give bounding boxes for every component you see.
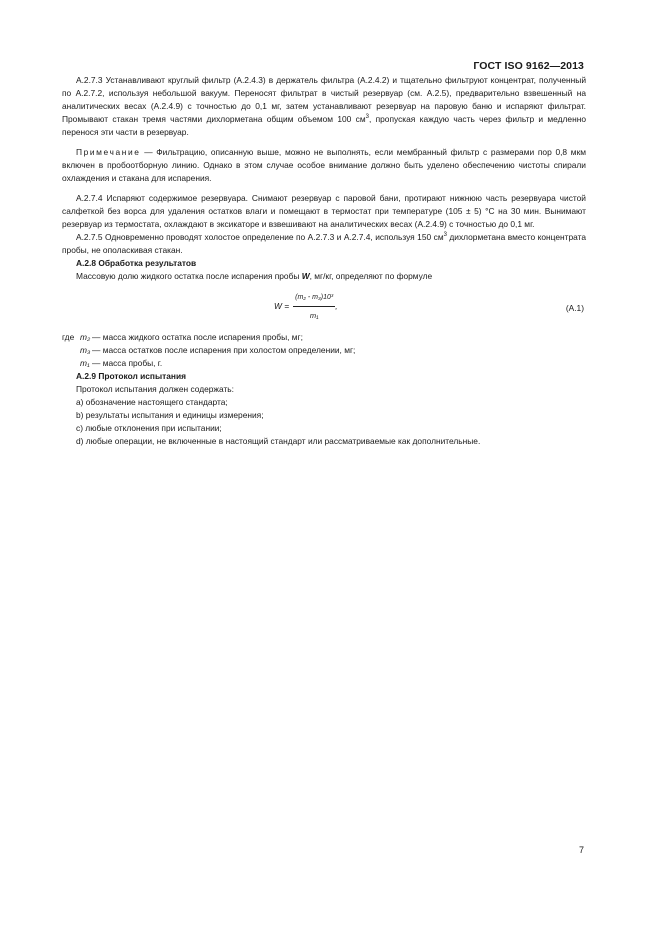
formula-a1 <box>62 291 586 325</box>
paragraph-a274: А.2.7.4 Испаряют содержимое резервуара. Снимают резервуар с паровой бани, протирают нижнюю часть резервуара чистой салфеткой без ворса для удаления остатков влаги и помещают в термостат при температуре (105 ± 5) °С на 30 мин. Вынимают резервуар из термостата, охлаждают в эксикаторе и взвешивают на аналитических весах (А.2.4.9) с точностью до 0,1 мг. <box>62 193 586 229</box>
paragraph-a273: А.2.7.3 Устанавливают круглый фильтр (А.2.4.3) в держатель фильтра (А.2.4.2) и тщательно фильтруют концентрат, полученный по А.2.7.2, используя небольшой вакуум. Переносят фильтрат в чистый резервуар (см. А.2.5), предварительно взвешенный на аналитических весах (А.2.4.9) с точностью до 0,1 мг, затем устанавливают резервуар на паровую баню и испаряют фильтрат. Промывают стакан тремя частями дихлорметана общим объемом 100 $см^3$, пропуская каждую часть через фильтр и медленно перенося эти части в резервуар. <box>62 75 586 137</box>
formula-denominator: m₁ <box>309 311 319 320</box>
formula-fraction <box>293 291 338 322</box>
formula-numerator: (m₂ - m₃)10³ <box>293 291 335 307</box>
definition-m1 <box>62 357 586 370</box>
heading-a29: А.2.9 Протокол испытания <box>76 371 186 381</box>
where-label: где <box>62 332 75 342</box>
list-item-b: b) результаты испытания и единицы измерения; <box>76 410 264 420</box>
heading-a28: А.2.8 Обработка результатов <box>76 258 197 268</box>
list-item-d: d) любые операции, не включенные в настоящий стандарт или рассматриваемые как дополнительные. <box>76 436 481 446</box>
list-item-c: c) любые отклонения при испытании; <box>76 423 222 433</box>
list-item-a: a) обозначение настоящего стандарта; <box>76 397 228 407</box>
paragraph-a29: Протокол испытания должен содержать: <box>76 384 234 394</box>
formula-lhs: W = <box>274 301 290 311</box>
definition-m2 <box>62 331 586 344</box>
note-label: Примечание <box>76 147 141 157</box>
definition-m1-text: — масса пробы, г. <box>92 358 163 368</box>
symbol-m3: m₃ <box>80 345 91 355</box>
document-body <box>62 74 586 448</box>
note-text: — Фильтрацию, описанную выше, можно не выполнять, если мембранный фильтр с размерами пор 0,8 мкм включен в пробоотборную линию. Однако в этом случае особое внимание должно быть уделено обеспечению чистоты спирали охлаждения и стакана для испарения. <box>62 147 586 183</box>
formula-number: (А.1) <box>565 303 584 313</box>
definition-m3 <box>62 344 586 357</box>
symbol-m1: m₁ <box>80 358 90 368</box>
formula-definitions <box>62 331 586 370</box>
definition-m2-text: — масса жидкого остатка после испарения пробы, мг; <box>92 332 303 342</box>
page-number: 7 <box>578 845 584 855</box>
paragraph-a275: А.2.7.5 Одновременно проводят холостое определение по А.2.7.3 и А.2.7.4, используя 150 $см^3$ дихлорметана вместо концентрата пробы, не ополаскивая стакан. <box>62 232 586 255</box>
symbol-m2: m₂ <box>80 332 91 342</box>
definition-m3-text: — масса остатков после испарения при холостом определении, мг; <box>92 345 356 355</box>
formula-expression <box>274 291 338 322</box>
formula-comma: , <box>335 301 338 311</box>
paragraph-a28: Массовую долю жидкого остатка после испарения пробы W, мг/кг, определяют по формуле <box>76 271 433 281</box>
note-paragraph <box>62 146 586 185</box>
standard-header: ГОСТ ISO 9162—2013 <box>473 60 584 72</box>
